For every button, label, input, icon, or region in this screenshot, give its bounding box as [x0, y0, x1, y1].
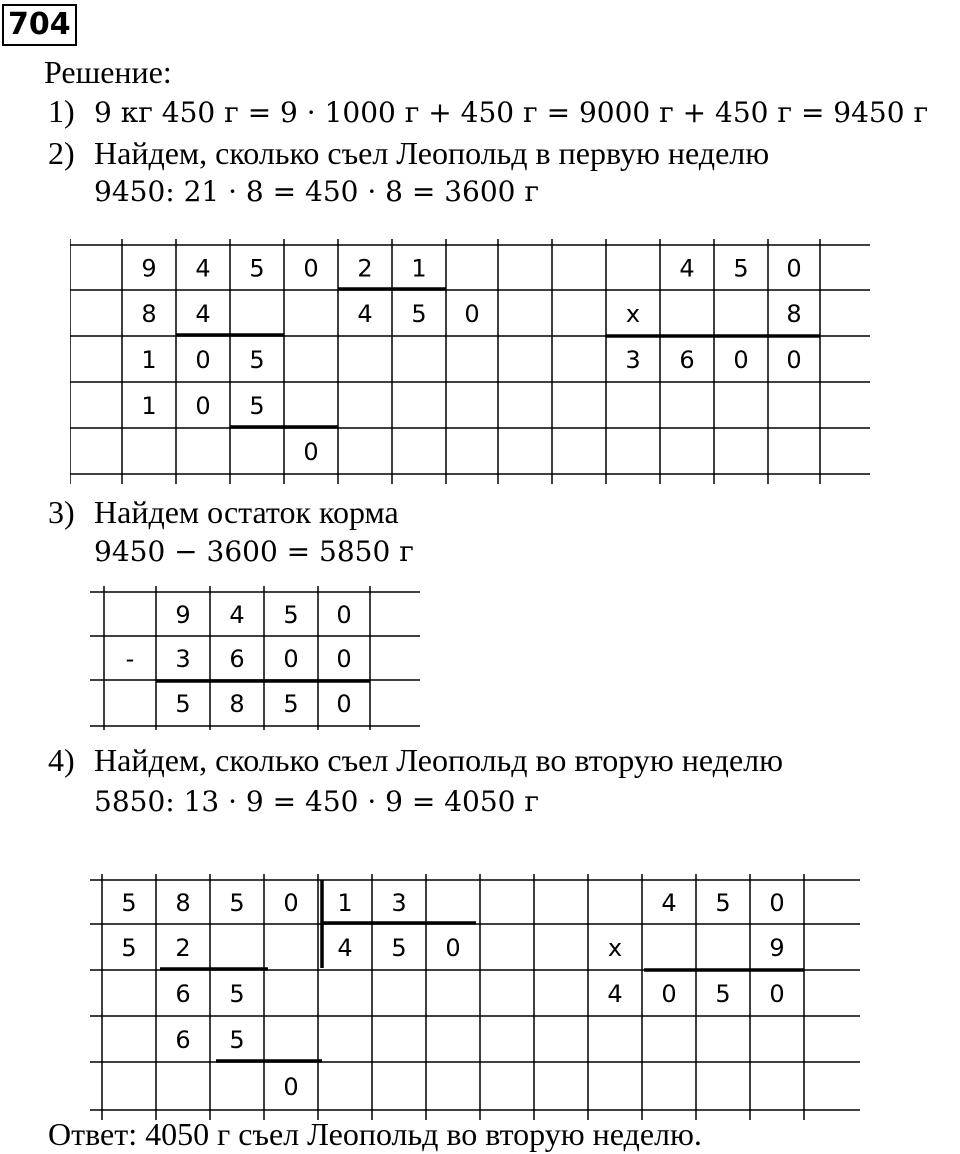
grid-cell: 4	[357, 300, 373, 328]
grid-cell: 8	[229, 690, 245, 718]
grid-cell: 9	[141, 254, 157, 283]
grid-cell: 1	[337, 889, 353, 917]
grid-cell: 4	[607, 980, 623, 1008]
step-2-text: Найдем, сколько съел Леопольд в первую неделю	[94, 135, 770, 171]
grid-division-2	[90, 864, 860, 1124]
step-3-expression: 9450 − 3600 = 5850 г	[94, 535, 414, 568]
grid-cell: 1	[141, 392, 157, 420]
grid-cell: 5	[249, 346, 265, 374]
grid-cell: 5	[715, 889, 731, 917]
grid-cell: 0	[769, 980, 785, 1008]
grid-cell: 3	[391, 889, 407, 917]
grid-cell: 5	[249, 392, 265, 420]
grid-cell: 4	[679, 254, 695, 283]
grid-cell: -	[125, 645, 135, 673]
grid-cell: 0	[769, 889, 785, 917]
grid-cell: 3	[625, 346, 641, 374]
grid-cell: 5	[733, 254, 749, 283]
grid-subtraction	[90, 580, 420, 730]
grid-cell: 5	[121, 889, 137, 917]
grid-cell: 4	[229, 601, 245, 629]
grid-cell: 0	[445, 934, 461, 962]
grid-cell: 9	[769, 934, 785, 962]
grid-cell: x	[625, 300, 641, 328]
step-3-text: Найдем остаток корма	[94, 494, 399, 530]
grid-cell: 0	[283, 645, 299, 673]
answer: Ответ: 4050 г съел Леопольд во вторую неделю.	[48, 1116, 702, 1152]
grid-cell: 1	[141, 346, 157, 374]
grid-cell: 5	[229, 889, 245, 917]
grid-cell: 0	[786, 254, 802, 283]
grid-cell: 8	[175, 889, 191, 917]
grid-cell: 4	[337, 934, 353, 962]
grid-cell: 5	[249, 254, 265, 283]
step-4-text: Найдем, сколько съел Леопольд во вторую неделю	[94, 742, 784, 778]
grid-cell: 5	[121, 934, 137, 962]
grid-cell: 0	[464, 300, 480, 328]
step-3	[48, 492, 399, 532]
step-1-expression: 9 кг 450 г = 9 · 1000 г + 450 г = 9000 г + 450 г = 9450 г	[94, 96, 929, 129]
grid-cell: 5	[229, 1026, 245, 1054]
grid-cell: 0	[283, 889, 299, 917]
step-label: 4)	[48, 742, 75, 778]
grid-cell: 3	[175, 645, 191, 673]
step-label: 1)	[48, 93, 75, 129]
step-label: 3)	[48, 494, 75, 530]
grid-cell: 0	[786, 346, 802, 374]
grid-cell: 0	[303, 254, 319, 283]
step-label: 2)	[48, 135, 75, 171]
grid-cell: 5	[283, 690, 299, 718]
grid-cell: 5	[715, 980, 731, 1008]
grid-division-1	[70, 230, 870, 490]
grid-cell: 0	[336, 601, 352, 629]
step-4	[48, 740, 783, 780]
grid-cell: 5	[283, 601, 299, 629]
grid-cell: 5	[391, 934, 407, 962]
grid-cell: 0	[195, 392, 211, 420]
grid-cell: 2	[175, 934, 191, 962]
grid-cell: x	[607, 934, 623, 962]
step-2	[48, 133, 769, 173]
grid-cell: 5	[175, 690, 191, 718]
grid-cell: 0	[195, 346, 211, 374]
step-1	[48, 91, 928, 133]
step-2-expression: 9450: 21 · 8 = 450 · 8 = 3600 г	[94, 175, 540, 208]
grid-cell: 6	[175, 980, 191, 1008]
grid-cell: 2	[357, 254, 373, 283]
grid-cell: 0	[661, 980, 677, 1008]
grid-cell: 8	[786, 300, 802, 328]
grid-cell: 4	[195, 300, 211, 328]
solution-heading: Решение:	[44, 54, 172, 90]
grid-cell: 4	[661, 889, 677, 917]
grid-cell: 1	[411, 254, 427, 283]
grid-cell: 5	[411, 300, 427, 328]
grid-cell: 8	[141, 300, 157, 328]
grid-cell: 9	[175, 601, 191, 629]
grid-cell: 0	[303, 438, 319, 466]
grid-cell: 5	[229, 980, 245, 1008]
grid-cell: 0	[283, 1073, 299, 1101]
grid-cell: 6	[175, 1026, 191, 1054]
grid-cell: 6	[229, 645, 245, 673]
task-number: 704	[2, 4, 77, 46]
grid-cell: 4	[195, 254, 211, 283]
grid-cell: 6	[679, 346, 695, 374]
grid-cell: 0	[336, 690, 352, 718]
grid-cell: 0	[336, 645, 352, 673]
grid-cell: 0	[733, 346, 749, 374]
step-4-expression: 5850: 13 · 9 = 450 · 9 = 4050 г	[94, 785, 540, 818]
